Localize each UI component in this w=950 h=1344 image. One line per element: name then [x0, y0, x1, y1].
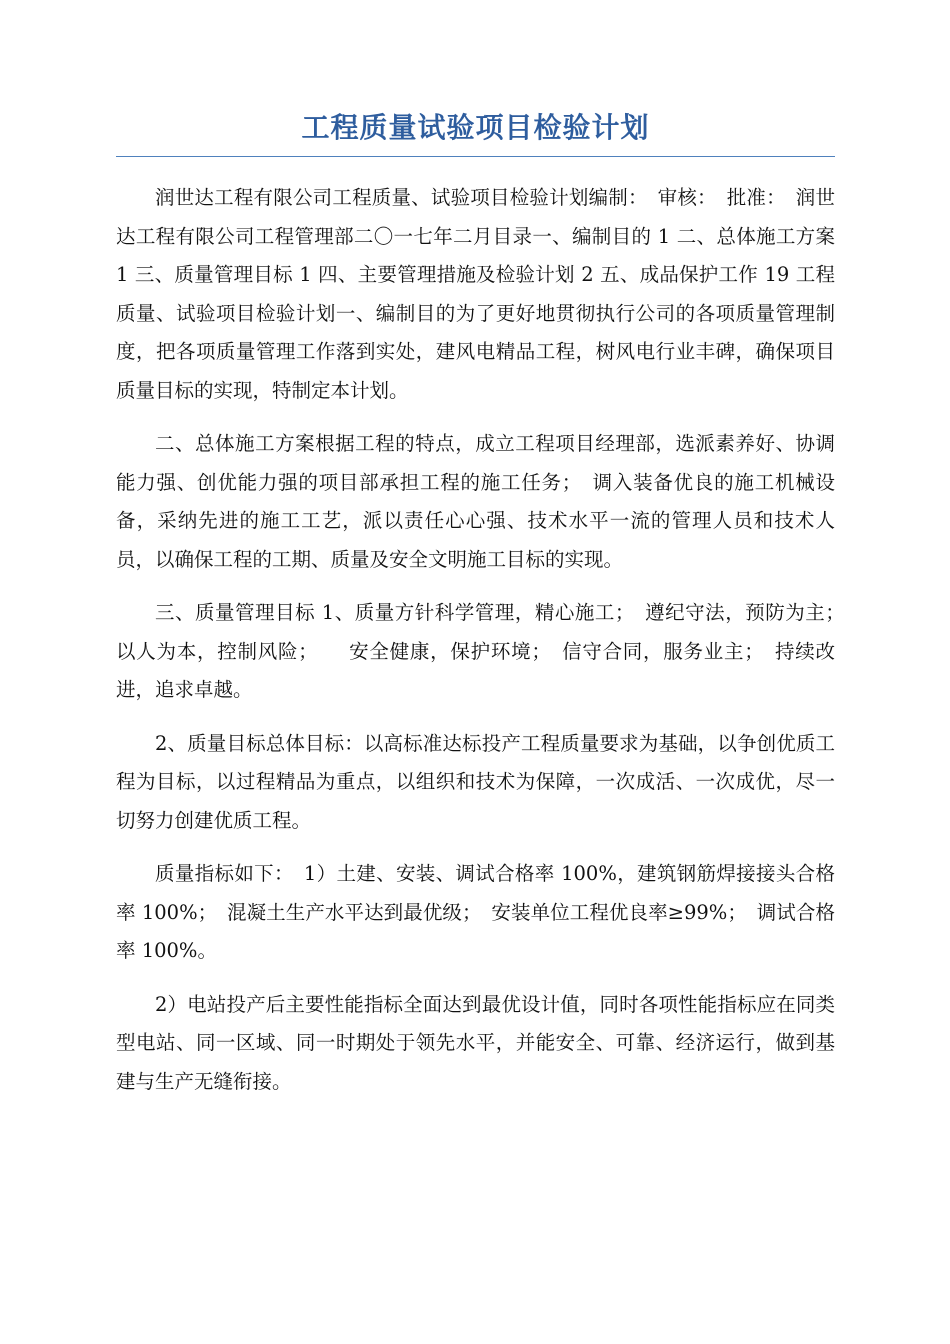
paragraph-quality-indicators: 质量指标如下： 1）土建、安装、调试合格率 100%，建筑钢筋焊接接头合格率 100%； 混凝土生产水平达到最优级； 安装单位工程优良率≥99%； 调试合格率 100%。: [116, 862, 835, 962]
paragraph-intro: 润世达工程有限公司工程质量、试验项目检验计划编制： 审核： 批准： 润世达工程有限公司工程管理部二〇一七年二月目录一、编制目的 1 二、总体施工方案 1 三、质量管理目标 1 四、主要管理措施及检验计划 2 五、成品保护工作 19 工程质量、试验项目检验计划一、编制目的为了更好地贯彻执行公司的各项质量管理制度，把各项质量管理工作落到实处，建风电精品工程，树风电行业丰碑，确保项目质量目标的实现，特制定本计划。: [116, 186, 835, 402]
paragraph-performance: 2）电站投产后主要性能指标全面达到最优设计值，同时各项性能指标应在同类型电站、同一区域、同一时期处于领先水平，并能安全、可靠、经济运行，做到基建与生产无缝衔接。: [116, 992, 835, 1093]
document-body: [116, 179, 855, 1101]
document-title: 工程质量试验项目检验计划: [116, 110, 835, 157]
paragraph-quality-goals: 三、质量管理目标 1、质量方针科学管理，精心施工； 遵纪守法，预防为主； 以人为本，控制风险； 安全健康，保护环境； 信守合同，服务业主； 持续改进，追求卓越。: [116, 601, 855, 701]
paragraph-construction-plan: 二、总体施工方案根据工程的特点，成立工程项目经理部，选派素养好、协调能力强、创优能力强的项目部承担工程的施工任务； 调入装备优良的施工机械设备，采纳先进的施工工艺，派以责任心心强、技术水平一流的管理人员和技术人员，以确保工程的工期、质量及安全文明施工目标的实现。: [116, 432, 835, 571]
paragraph-overall-target: 2、质量目标总体目标：以高标准达标投产工程质量要求为基础，以争创优质工程为目标，以过程精品为重点，以组织和技术为保障，一次成活、一次成优，尽一切努力创建优质工程。: [116, 731, 835, 832]
document-page: [116, 110, 855, 1116]
